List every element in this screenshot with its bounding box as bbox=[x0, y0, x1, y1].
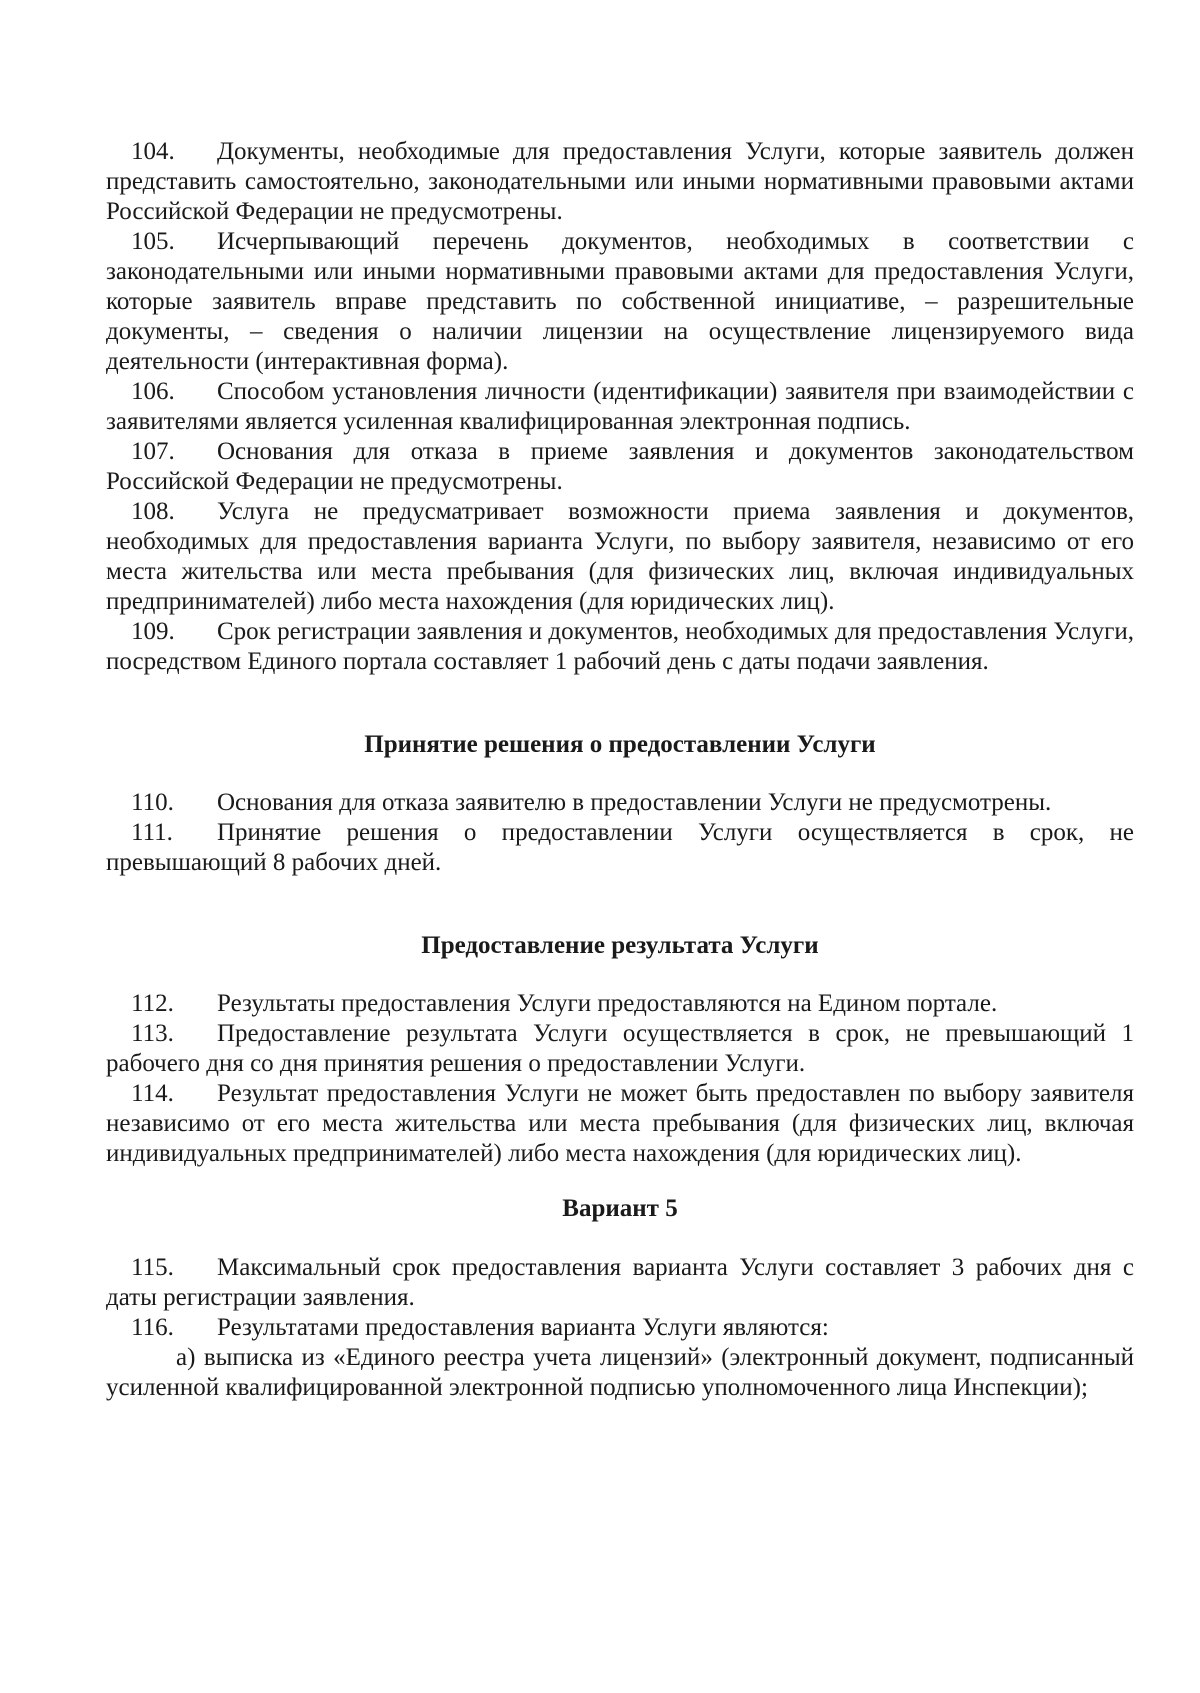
paragraph-number: 115. bbox=[131, 1254, 174, 1281]
paragraph-109 bbox=[106, 617, 1134, 677]
paragraph-113 bbox=[106, 1019, 1134, 1079]
paragraph-106 bbox=[106, 377, 1134, 437]
paragraph-116 bbox=[106, 1313, 1134, 1343]
paragraph-text: Предоставление результата Услуги осуществляется в срок, не превышающий 1 рабочего дня со дня принятия решения о предоставлении Услуги. bbox=[106, 1020, 1134, 1077]
section-heading-variant: Вариант 5 bbox=[562, 1195, 678, 1222]
paragraph-text: Услуга не предусматривает возможности приема заявления и документов, необходимых для предоставления варианта Услуги, по выбору заявителя, независимо от его места жительства или места пребывания (для физических лиц, включая индивидуальных предпринимателей) либо места нахождения (для юридических лиц). bbox=[106, 498, 1134, 615]
paragraph-text: Исчерпывающий перечень документов, необходимых в соответствии с законодательными или иными нормативными правовыми актами для предоставления Услуги, которые заявитель вправе представить по собственной инициативе, – разрешительные документы, – сведения о наличии лицензии на осуществление лицензируемого вида деятельности (интерактивная форма). bbox=[106, 228, 1134, 375]
paragraph-number: 108. bbox=[131, 498, 175, 525]
paragraph-number: 104. bbox=[131, 138, 175, 165]
paragraph-number: 114. bbox=[131, 1080, 174, 1107]
paragraph-number: 112. bbox=[131, 990, 174, 1017]
paragraph-text: Документы, необходимые для предоставления Услуги, которые заявитель должен представить самостоятельно, законодательными или иными нормативными правовыми актами Российской Федерации не предусмотрены. bbox=[106, 138, 1134, 225]
paragraph-text: Результаты предоставления Услуги предоставляются на Едином портале. bbox=[217, 990, 998, 1017]
paragraph-number: 107. bbox=[131, 438, 175, 465]
paragraph-104 bbox=[106, 137, 1134, 227]
paragraph-text: Основания для отказа в приеме заявления и документов законодательством Российской Федерации не предусмотрены. bbox=[106, 438, 1134, 495]
paragraph-number: 113. bbox=[131, 1020, 174, 1047]
section-heading-decision: Принятие решения о предоставлении Услуги bbox=[364, 731, 876, 758]
paragraph-number: 111. bbox=[131, 819, 173, 846]
paragraph-110 bbox=[106, 788, 1134, 818]
paragraph-number: 106. bbox=[131, 378, 175, 405]
paragraph-111 bbox=[106, 818, 1134, 878]
section-heading-result: Предоставление результата Услуги bbox=[421, 932, 819, 959]
subitem-a: а) выписка из «Единого реестра учета лицензий» (электронный документ, подписанный усиленной квалифицированной электронной подписью уполномоченного лица Инспекции); bbox=[106, 1344, 1134, 1401]
paragraph-text: Способом установления личности (идентификации) заявителя при взаимодействии с заявителями является усиленная квалифицированная электронная подпись. bbox=[106, 378, 1134, 435]
paragraph-108 bbox=[106, 497, 1134, 617]
paragraph-text: Результатами предоставления варианта Услуги являются: bbox=[217, 1314, 829, 1341]
paragraph-text: Результат предоставления Услуги не может быть предоставлен по выбору заявителя независимо от его места жительства или места пребывания (для физических лиц, включая индивидуальных предпринимателей) либо места нахождения (для юридических лиц). bbox=[106, 1080, 1134, 1167]
paragraph-114 bbox=[106, 1079, 1134, 1169]
paragraph-number: 116. bbox=[131, 1314, 174, 1341]
paragraph-number: 109. bbox=[131, 618, 175, 645]
paragraph-text: Принятие решения о предоставлении Услуги осуществляется в срок, не превышающий 8 рабочих дней. bbox=[106, 819, 1134, 876]
paragraph-text: Максимальный срок предоставления варианта Услуги составляет 3 рабочих дня с даты регистрации заявления. bbox=[106, 1254, 1134, 1311]
paragraph-number: 110. bbox=[131, 789, 174, 816]
paragraph-105 bbox=[106, 227, 1134, 377]
paragraph-number: 105. bbox=[131, 228, 175, 255]
paragraph-112 bbox=[106, 989, 1134, 1019]
paragraph-107 bbox=[106, 437, 1134, 497]
paragraph-115 bbox=[106, 1253, 1134, 1313]
paragraph-text: Срок регистрации заявления и документов, необходимых для предоставления Услуги, посредством Единого портала составляет 1 рабочий день с даты подачи заявления. bbox=[106, 618, 1134, 675]
paragraph-text: Основания для отказа заявителю в предоставлении Услуги не предусмотрены. bbox=[217, 789, 1052, 816]
